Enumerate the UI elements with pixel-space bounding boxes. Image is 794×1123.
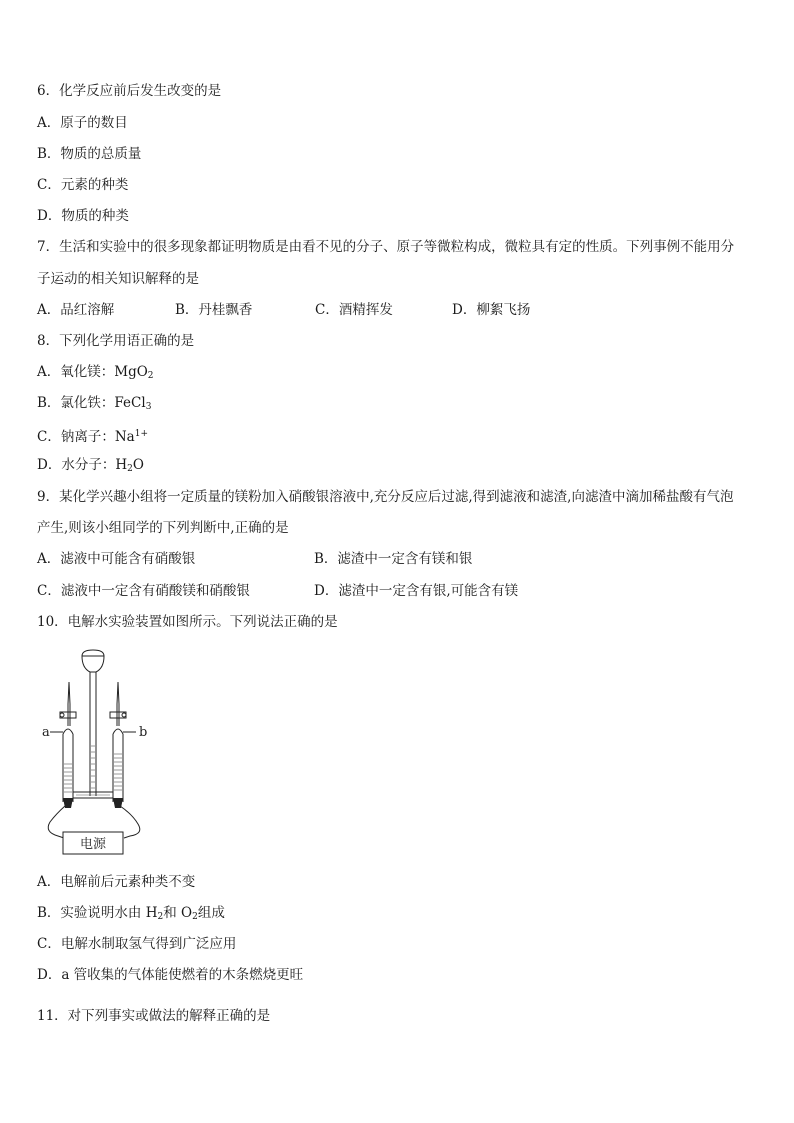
- q7-option-b: B．丹桂飘香: [175, 302, 253, 318]
- q8-b-formula: FeCl: [114, 395, 146, 411]
- q6-stem: 6．化学反应前后发生改变的是: [37, 83, 222, 99]
- q10-option-a: A．电解前后元素种类不变: [37, 874, 196, 890]
- q6-option-d: D．物质的种类: [37, 208, 129, 224]
- q9-stem-line1: 9．某化学兴趣小组将一定质量的镁粉加入硝酸银溶液中,充分反应后过滤,得到滤液和滤渣,向滤渣中滴加稀盐酸有气泡: [37, 489, 734, 505]
- q7-option-d: D．柳絮飞扬: [452, 302, 531, 318]
- q8-option-a: A．氧化镁：MgO$_2$: [37, 364, 154, 381]
- q7-option-c: C．酒精挥发: [315, 302, 393, 318]
- electrolysis-apparatus-svg: [36, 646, 166, 858]
- q7-stem-line1: 7．生活和实验中的很多现象都证明物质是由看不见的分子、原子等微粒构成，微粒具有定的性质。下列事例不能用分: [37, 239, 735, 255]
- q8-option-c: C．钠离子：$Na^{1+}$: [37, 429, 148, 445]
- q8-c-formula: Na: [114, 429, 135, 445]
- q7-stem-line2: 子运动的相关知识解释的是: [37, 271, 199, 287]
- q8-stem: 8．下列化学用语正确的是: [37, 333, 195, 349]
- q11-stem: 11．对下列事实或做法的解释正确的是: [37, 1008, 271, 1024]
- figure-label-a: a: [42, 725, 50, 740]
- q9-option-c: C．滤液中一定含有硝酸镁和硝酸银: [37, 583, 250, 599]
- q9-stem-line2: 产生,则该小组同学的下列判断中,正确的是: [37, 520, 289, 536]
- q10-option-b: B．实验说明水由 $H_2$和 $O_2$组成: [37, 905, 225, 922]
- q9-option-a: A．滤液中可能含有硝酸银: [37, 551, 196, 567]
- q8-option-b: B．氯化铁：FeCl$_3$: [37, 395, 152, 412]
- q10-stem: 10．电解水实验装置如图所示。下列说法正确的是: [37, 614, 338, 630]
- q8-d-formula: H: [115, 457, 128, 473]
- figure-label-b: b: [139, 725, 148, 740]
- q7-option-a: A．品红溶解: [37, 302, 115, 318]
- q10-option-c: C．电解水制取氢气得到广泛应用: [37, 936, 237, 952]
- power-source-label: 电源: [79, 837, 107, 852]
- q6-option-a: A．原子的数目: [37, 115, 128, 131]
- q8-option-d: D．水分子：$H_2O$: [37, 457, 144, 474]
- q9-option-b: B．滤渣中一定含有镁和银: [314, 551, 473, 567]
- electrolysis-apparatus-figure: [36, 646, 166, 858]
- q6-option-c: C．元素的种类: [37, 177, 129, 193]
- q6-option-b: B．物质的总质量: [37, 146, 142, 162]
- q8-a-formula: MgO: [114, 364, 148, 380]
- q9-option-d: D．滤渣中一定含有银,可能含有镁: [314, 583, 519, 599]
- q10-option-d: D．a 管收集的气体能使燃着的木条燃烧更旺: [37, 967, 304, 983]
